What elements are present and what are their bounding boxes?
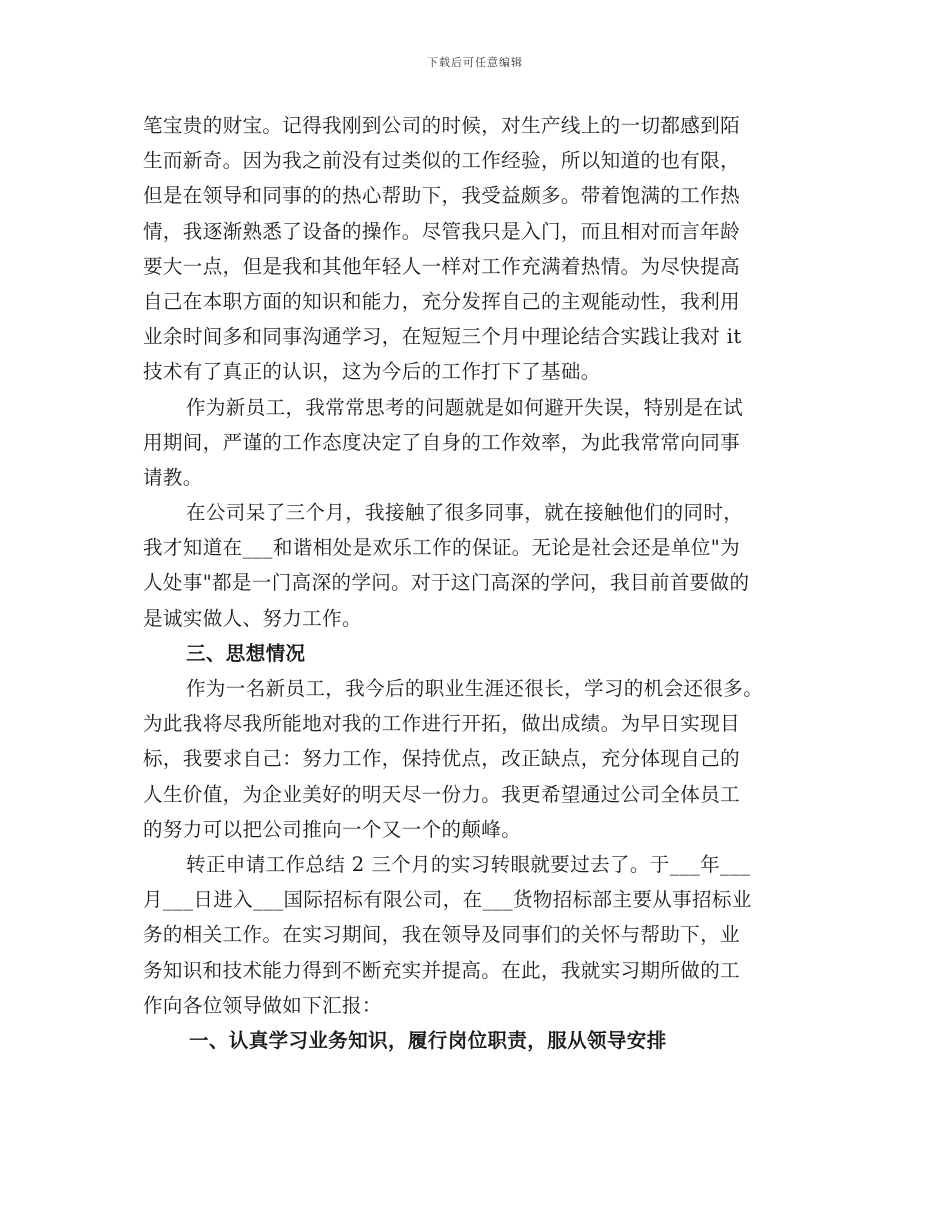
paragraph-line: 我才知道在___和谐相处是欢乐工作的保证。无论是社会还是单位"为: [143, 536, 741, 560]
paragraph-line: 但是在领导和同事的的热心帮助下，我受益颇多。带着饱满的工作热: [143, 184, 741, 208]
paragraph-line: 是诚实做人、努力工作。: [143, 606, 362, 630]
paragraph-line: 在公司呆了三个月，我接触了很多同事，就在接触他们的同时，: [186, 501, 744, 525]
paragraph-line: 月___日进入___国际招标有限公司，在___货物招标部主要从事招标业: [143, 888, 752, 912]
paragraph-line: 情，我逐渐熟悉了设备的操作。尽管我只是入门，而且相对而言年龄: [143, 219, 741, 243]
paragraph-line: 业余时间多和同事沟通学习，在短短三个月中理论结合实践让我对 it: [143, 325, 742, 349]
section-heading: 三、思想情况: [186, 641, 306, 665]
paragraph-line: 务知识和技术能力得到不断充实并提高。在此，我就实习期所做的工: [143, 958, 741, 982]
page-header-note: 下载后可任意编辑: [427, 56, 523, 69]
paragraph-line: 标，我要求自己：努力工作，保持优点，改正缺点，充分体现自己的: [143, 747, 741, 771]
paragraph-line: 作为一名新员工，我今后的职业生涯还很长，学习的机会还很多。: [186, 677, 764, 700]
paragraph-line: 作向各位领导做如下汇报：: [143, 993, 382, 1017]
paragraph-line: 生而新奇。因为我之前没有过类似的工作经验，所以知道的也有限，: [143, 149, 741, 173]
paragraph-line: 人处事"都是一门高深的学问。对于这门高深的学问，我目前首要做的: [143, 571, 750, 595]
section-heading: 一、认真学习业务知识，履行岗位职责，服从领导安排: [189, 1028, 667, 1052]
paragraph-line: 请教。: [143, 465, 203, 489]
paragraph-line: 用期间，严谨的工作态度决定了自身的工作效率，为此我常常向同事: [143, 430, 741, 454]
paragraph-line: 务的相关工作。在实习期间，我在领导及同事们的关怀与帮助下，业: [143, 923, 741, 947]
document-body: [143, 108, 815, 1058]
paragraph-line: 技术有了真正的认识，这为今后的工作打下了基础。: [143, 360, 601, 384]
paragraph-line: 笔宝贵的财宝。记得我刚到公司的时候，对生产线上的一切都感到陌: [143, 114, 741, 137]
paragraph-line: 自己在本职方面的知识和能力，充分发挥自己的主观能动性，我利用: [143, 289, 741, 313]
paragraph-line: 人生价值，为企业美好的明天尽一份力。我更希望通过公司全体员工: [143, 782, 741, 806]
paragraph-line: 转正申请工作总结 2 三个月的实习转眼就要过去了。于___年___: [186, 852, 751, 876]
paragraph-line: 作为新员工，我常常思考的问题就是如何避开失误，特别是在试: [186, 395, 744, 419]
paragraph-line: 要大一点，但是我和其他年轻人一样对工作充满着热情。为尽快提高: [143, 254, 741, 278]
paragraph-line: 的努力可以把公司推向一个又一个的颠峰。: [143, 817, 522, 841]
paragraph-line: 为此我将尽我所能地对我的工作进行开拓，做出成绩。为早日实现目: [143, 712, 741, 736]
